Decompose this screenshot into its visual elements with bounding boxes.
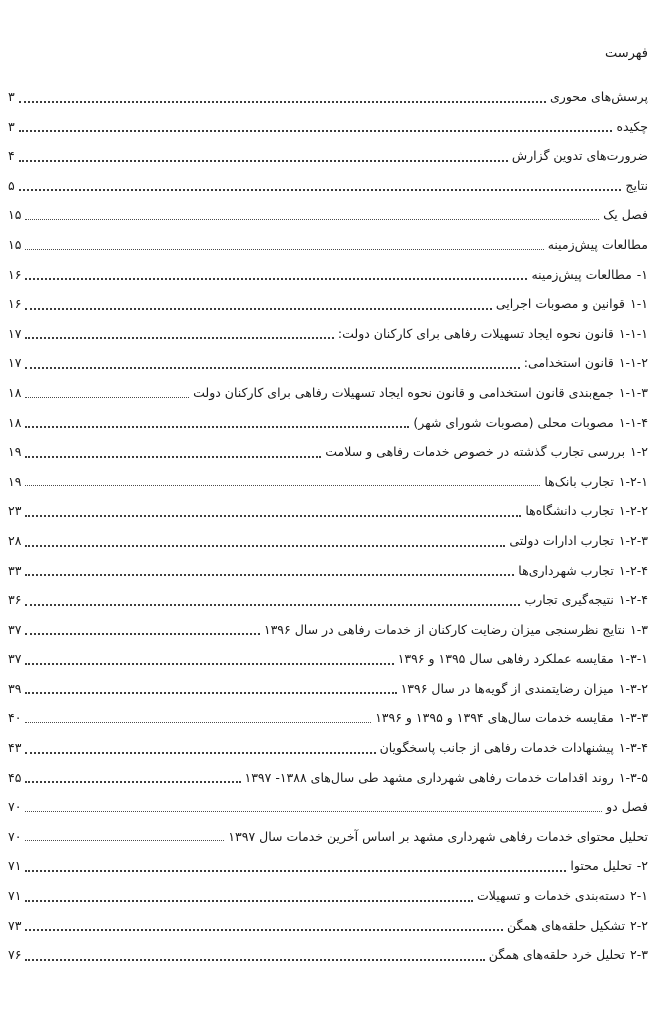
toc-entry[interactable] (8, 881, 648, 911)
toc-entry-page: ۷۱ (8, 858, 22, 874)
toc-entry-title: بررسی تجارب گذشته در خصوص خدمات رفاهی و سلامت (325, 444, 626, 460)
toc-entry-number: ۱-۱-۴ (618, 414, 648, 430)
toc-entry-number: ۱-۲ (630, 444, 648, 460)
toc-entry-page: ۱۷ (8, 355, 22, 371)
toc-entry-title: تحلیل محتوای خدمات رفاهی شهرداری مشهد بر اساس آخرین خدمات سال ۱۳۹۷ (228, 828, 648, 844)
toc-entry-title: فصل یک (603, 207, 648, 223)
dot-leader (19, 126, 613, 132)
dot-leader (19, 156, 508, 162)
toc-entry-number: ۱-۱-۱ (618, 325, 648, 341)
toc-entry[interactable] (8, 674, 648, 704)
toc-entry[interactable] (8, 763, 648, 793)
toc-entry-number: ۱-۱-۲ (618, 355, 648, 371)
toc-entry-title: مطالعات پیش‌زمینه (547, 236, 648, 252)
toc-entry-title: نتیجه‌گیری تجارب (524, 592, 614, 608)
toc-entry[interactable] (8, 378, 648, 408)
dot-leader (25, 955, 484, 961)
toc-entry-title: نتایج نظرسنجی میزان رضایت کارکنان از خدمات رفاهی در سال ۱۳۹۶ (263, 621, 626, 637)
toc-entry-page: ۳۹ (8, 680, 22, 696)
dot-leader (25, 836, 224, 841)
toc-entry[interactable] (8, 230, 648, 260)
toc-entry-title: تحلیل محتوا (570, 858, 632, 874)
dot-leader (25, 718, 371, 723)
toc-entry-number: ۱-۲-۴ (618, 592, 648, 608)
toc-entry-page: ۲۸ (8, 532, 22, 548)
toc-entry-title: جمع‌بندی قانون استخدامی و قانون نحوه ایجاد تسهیلات رفاهی برای کارکنان دولت (193, 384, 614, 400)
toc-entry-number: ۱-۳ (630, 621, 648, 637)
toc-entry[interactable] (8, 911, 648, 941)
toc-entry[interactable] (8, 703, 648, 733)
toc-entry[interactable] (8, 585, 648, 615)
dot-leader (25, 363, 519, 369)
toc-entry-number: ۱-۳-۴ (618, 740, 648, 756)
toc-entry-title: دسته‌بندی خدمات و تسهیلات (477, 888, 626, 904)
dot-leader (25, 541, 505, 547)
toc-entry[interactable] (8, 940, 648, 970)
toc-entry[interactable] (8, 289, 648, 319)
dot-leader (25, 925, 503, 931)
toc-entry-title: مقایسه خدمات سال‌های ۱۳۹۴ و ۱۳۹۵ و ۱۳۹۶ (375, 710, 614, 726)
toc-entry-title: چکیده (616, 118, 648, 134)
toc-entry-title: روند اقدامات خدمات رفاهی شهرداری مشهد طی سال‌های ۱۳۸۸- ۱۳۹۷ (244, 769, 614, 785)
toc-entry-title: تجارب دانشگاه‌ها (525, 503, 614, 519)
toc-entry-number: ۱-۳-۱ (618, 651, 648, 667)
dot-leader (25, 570, 514, 576)
dot-leader (25, 777, 240, 783)
toc-entry[interactable] (8, 733, 648, 763)
toc-entry[interactable] (8, 822, 648, 852)
dot-leader (25, 807, 602, 812)
toc-entry-title: قانون استخدامی: (523, 355, 614, 371)
toc-entry[interactable] (8, 496, 648, 526)
toc-entry-page: ۱۵ (8, 207, 22, 223)
dot-leader (25, 748, 375, 754)
dot-leader (25, 866, 566, 872)
toc-entry[interactable] (8, 171, 648, 201)
toc-entry[interactable] (8, 319, 648, 349)
toc-entry-title: میزان رضایتمندی از گویه‌ها در سال ۱۳۹۶ (400, 680, 614, 696)
toc-entry-number: ۱-۲-۱ (618, 473, 648, 489)
toc-entry[interactable] (8, 792, 648, 822)
toc-entry-number: ۲-۱ (630, 888, 648, 904)
toc-entry[interactable] (8, 141, 648, 171)
toc-entry[interactable] (8, 260, 648, 290)
toc-entry-title: مصوبات محلی (مصوبات شورای شهر) (413, 414, 614, 430)
toc-entry-page: ۳۷ (8, 621, 22, 637)
dot-leader (25, 274, 527, 280)
toc-entry-page: ۳ (8, 118, 15, 134)
toc-entry-page: ۷۱ (8, 888, 22, 904)
toc-entry[interactable] (8, 200, 648, 230)
toc-entry-page: ۴۳ (8, 740, 22, 756)
toc-entry-number: ۱-۳-۵ (618, 769, 648, 785)
toc-entry-number: ۱-۳-۳ (618, 710, 648, 726)
dot-leader (25, 215, 599, 220)
toc-entry-title: تجارب ادارات دولتی (509, 532, 614, 548)
toc-entry-title: پرسش‌های محوری (550, 89, 648, 104)
dot-leader (25, 393, 189, 398)
toc-entry-title: تشکیل حلقه‌های همگن (507, 917, 626, 933)
toc-entry[interactable] (8, 82, 648, 112)
toc-entry[interactable] (8, 437, 648, 467)
dot-leader (25, 600, 520, 606)
toc-entry-page: ۱۶ (8, 296, 22, 312)
toc-entry-page: ۷۰ (8, 828, 22, 844)
toc-entry-title: تجارب بانک‌ها (544, 473, 614, 489)
toc-entry-page: ۴ (8, 148, 15, 164)
dot-leader (25, 629, 259, 635)
toc-entry-page: ۷۳ (8, 917, 22, 933)
toc-entry-title: قوانین و مصوبات اجرایی (495, 296, 626, 312)
toc-entry-page: ۳۷ (8, 651, 22, 667)
toc-entry[interactable] (8, 615, 648, 645)
toc-entry-page: ۱۷ (8, 325, 22, 341)
toc-entry-list (8, 82, 648, 970)
toc-entry-title: مطالعات پیش‌زمینه (531, 266, 632, 282)
toc-entry[interactable] (8, 408, 648, 438)
toc-entry[interactable] (8, 644, 648, 674)
toc-entry-number: ۱-۱-۳ (618, 384, 648, 400)
toc-entry-page: ۱۹ (8, 473, 22, 489)
toc-heading: فهرست (604, 46, 648, 61)
toc-entry-number: ۱-۳-۲ (618, 680, 648, 696)
dot-leader (19, 185, 622, 191)
toc-entry-title: تحلیل خرد حلقه‌های همگن (488, 947, 626, 963)
toc-entry-page: ۱۵ (8, 236, 22, 252)
dot-leader (25, 304, 491, 310)
toc-entry-title: ضرورت‌های تدوین گزارش (511, 148, 648, 164)
toc-entry-title: فصل دو (606, 799, 648, 815)
toc-entry-number: ۲-۳ (630, 947, 648, 963)
table-of-contents (8, 42, 648, 970)
toc-entry-page: ۱۸ (8, 384, 22, 400)
toc-entry-number: ۱-۲-۳ (618, 532, 648, 548)
dot-leader (25, 896, 473, 902)
dot-leader (19, 97, 546, 103)
toc-entry-page: ۷۶ (8, 947, 22, 963)
dot-leader (25, 659, 393, 665)
toc-entry-page: ۵ (8, 177, 15, 193)
toc-entry-number: ۲- (636, 858, 648, 874)
toc-entry-number: ۱-۱ (630, 296, 648, 312)
dot-leader (25, 333, 333, 339)
toc-entry[interactable] (8, 851, 648, 881)
dot-leader (25, 452, 321, 458)
toc-entry-page: ۱۶ (8, 266, 22, 282)
toc-entry[interactable] (8, 556, 648, 586)
toc-entry-title: تجارب شهرداری‌ها (518, 562, 614, 578)
toc-entry-page: ۳ (8, 89, 15, 104)
dot-leader (25, 245, 543, 250)
toc-entry-page: ۱۹ (8, 444, 22, 460)
toc-entry[interactable] (8, 467, 648, 497)
toc-entry-number: ۱-۲-۴ (618, 562, 648, 578)
toc-entry-title: قانون نحوه ایجاد تسهیلات رفاهی برای کارکنان دولت: (337, 325, 614, 341)
toc-entry-number: ۱- (636, 266, 648, 282)
toc-entry[interactable] (8, 348, 648, 378)
toc-entry-page: ۳۶ (8, 592, 22, 608)
toc-entry-page: ۷۰ (8, 799, 22, 815)
toc-entry-page: ۳۳ (8, 562, 22, 578)
toc-entry-page: ۴۰ (8, 710, 22, 726)
toc-entry[interactable] (8, 526, 648, 556)
dot-leader (25, 422, 409, 428)
toc-entry-number: ۱-۲-۲ (618, 503, 648, 519)
toc-entry[interactable] (8, 112, 648, 142)
toc-entry-page: ۴۵ (8, 769, 22, 785)
toc-entry-page: ۱۸ (8, 414, 22, 430)
toc-entry-title: مقایسه عملکرد رفاهی سال ۱۳۹۵ و ۱۳۹۶ (397, 651, 614, 667)
dot-leader (25, 481, 540, 486)
toc-entry-title: پیشنهادات خدمات رفاهی از جانب پاسخگویان (379, 740, 614, 756)
toc-entry-title: نتایج (625, 177, 648, 193)
toc-entry-page: ۲۳ (8, 503, 22, 519)
dot-leader (25, 511, 521, 517)
dot-leader (25, 688, 396, 694)
toc-entry-number: ۲-۲ (630, 917, 648, 933)
